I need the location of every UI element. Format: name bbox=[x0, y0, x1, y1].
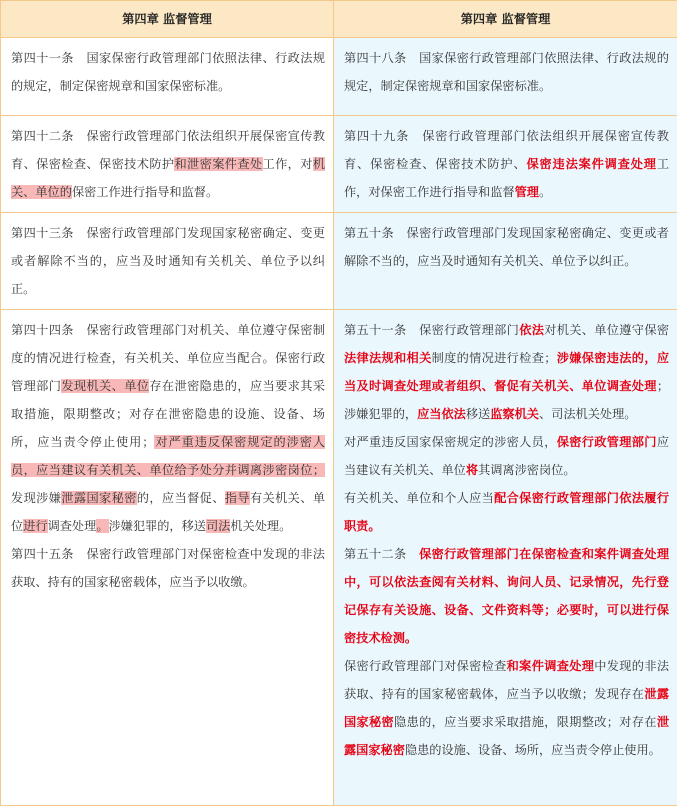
article-paragraph bbox=[11, 540, 325, 596]
article-text: 有关机关、单位和个人应当 bbox=[344, 491, 495, 505]
added-text: 保密行政管理部门 bbox=[556, 435, 657, 449]
article-text: 第四十五条 保密行政管理部门对保密检查中发现的非法获取、持有的国家秘密载体，应当予以收缴。 bbox=[11, 547, 325, 589]
article-text: 第五十条 保密行政管理部门发现国家秘密确定、变更或者解除不当的，应当及时通知有关机关、单位予以纠正。 bbox=[344, 226, 669, 268]
article-text: 第四十一条 国家保密行政管理部门依照法律、行政法规的规定，制定保密规章和国家保密标准。 bbox=[11, 51, 325, 93]
changed-text: 机关、单位的 bbox=[11, 157, 326, 199]
added-text: 泄露国家秘密 bbox=[344, 687, 670, 729]
header-row bbox=[1, 1, 677, 38]
article-text: 调查处理 bbox=[47, 519, 97, 533]
added-text: 依法 bbox=[519, 323, 545, 337]
article-text: 第四十八条 国家保密行政管理部门依照法律、行政法规的规定，制定保密规章和国家保密标准。 bbox=[344, 51, 669, 93]
changed-text: 泄露国家秘密 bbox=[61, 491, 137, 505]
article-text: 机关处理。 bbox=[230, 519, 292, 533]
added-text: 涉嫌保密违法的，应当及时调查处理或者组织、督促有关机关、单位调查处理 bbox=[344, 351, 670, 393]
old-article-cell bbox=[1, 213, 334, 310]
new-article-cell bbox=[334, 116, 677, 213]
table-row bbox=[1, 213, 677, 310]
article-text: 的，应当督促、 bbox=[136, 491, 225, 505]
old-article-cell bbox=[1, 310, 334, 806]
article-text: 。 bbox=[539, 185, 552, 199]
article-paragraph bbox=[11, 219, 325, 303]
article-text: 工作，对 bbox=[262, 157, 313, 171]
article-paragraph bbox=[344, 540, 669, 652]
article-text: 第五十一条 保密行政管理部门 bbox=[344, 323, 520, 337]
added-text: 法律法规和相关 bbox=[344, 351, 432, 365]
article-text: 第四十四条 保密行政管理部门对机关、单位遵守保密制度的情况进行检查，有关机关、单位应当配合。保密行政管理部门 bbox=[11, 323, 325, 393]
added-text: 管理 bbox=[514, 185, 539, 199]
changed-text: 指导 bbox=[224, 491, 250, 505]
article-paragraph bbox=[344, 44, 669, 100]
article-text: 应当建议有关机关、单位 bbox=[344, 435, 670, 477]
added-text: 应当依法 bbox=[417, 407, 466, 421]
right-chapter-heading: 第四章 监督管理 bbox=[334, 1, 677, 38]
article-text: 存在泄密隐患的，应当要求其采取措施，限期整改；对存在泄密隐患的设施、设备、场所，应当责令停止使用； bbox=[11, 379, 326, 449]
old-article-cell bbox=[1, 116, 334, 213]
old-article-cell bbox=[1, 38, 334, 116]
changed-text: 。 bbox=[96, 519, 109, 533]
article-text: 隐患的设施、设备、场所，应当责令停止使用。 bbox=[404, 743, 661, 757]
article-text: 其调离涉密岗位。 bbox=[478, 463, 576, 477]
article-paragraph bbox=[11, 122, 325, 206]
article-paragraph bbox=[344, 428, 669, 484]
article-text: 发现涉嫌 bbox=[11, 491, 62, 505]
added-text: 保密违法案件调查处理 bbox=[526, 157, 657, 171]
changed-text: 对严重违反保密规定的涉密人员，应当建议有关机关、单位给予处分并调离涉密岗位； bbox=[11, 435, 326, 477]
article-text: 有关机关、单位 bbox=[11, 491, 326, 533]
article-text: 第四十三条 保密行政管理部门发现国家秘密确定、变更或者解除不当的，应当及时通知有关机关、单位予以纠正。 bbox=[11, 226, 325, 296]
article-text: 第四十九条 保密行政管理部门依法组织开展保密宣传教育、保密检查、保密技术防护、 bbox=[344, 129, 669, 171]
added-text: 和案件调查处理 bbox=[506, 659, 595, 673]
left-chapter-heading: 第四章 监督管理 bbox=[1, 1, 334, 38]
article-paragraph bbox=[344, 484, 669, 540]
added-text: 将 bbox=[465, 463, 479, 477]
changed-text: 和泄密案件查处 bbox=[174, 157, 263, 171]
added-text: 泄露国家秘密 bbox=[344, 715, 670, 757]
table-row bbox=[1, 310, 677, 806]
article-text: 第四十二条 保密行政管理部门依法组织开展保密宣传教育、保密检查、保密技术防护 bbox=[11, 129, 325, 171]
article-paragraph bbox=[344, 219, 669, 275]
article-text: 对机关、单位遵守保密 bbox=[544, 323, 670, 337]
changed-text: 进行 bbox=[23, 519, 48, 533]
added-text: 监察机关 bbox=[490, 407, 539, 421]
article-text: 、司法机关处理。 bbox=[539, 407, 637, 421]
changed-text: 发现机关、单位 bbox=[61, 379, 150, 393]
article-text: 第五十二条 bbox=[344, 547, 420, 561]
article-text: 涉嫌犯罪的，移送 bbox=[108, 519, 206, 533]
article-text: ；涉嫌犯罪的， bbox=[344, 379, 669, 421]
article-paragraph bbox=[11, 44, 325, 100]
article-paragraph bbox=[344, 122, 669, 206]
table-row bbox=[1, 116, 677, 213]
article-text: 保密行政管理部门对保密检查 bbox=[344, 659, 507, 673]
added-text: 保密行政管理部门在保密检查和案件调查处理中，可以依法查阅有关材料、询问人员、记录情况，先行登记保存有关设施、设备、文件资料等；必要时，可以进行保密技术检测。 bbox=[344, 547, 670, 645]
article-paragraph bbox=[344, 316, 669, 428]
article-text: 保密工作进行指导和监督。 bbox=[71, 185, 219, 199]
new-article-cell bbox=[334, 38, 677, 116]
changed-text: 司法 bbox=[206, 519, 231, 533]
table-row bbox=[1, 38, 677, 116]
article-paragraph bbox=[344, 652, 669, 764]
article-text: 制度的情况进行检查； bbox=[431, 351, 557, 365]
article-text: 对严重违反国家保密规定的涉密人员， bbox=[344, 435, 557, 449]
article-text: 移送 bbox=[465, 407, 491, 421]
new-article-cell bbox=[334, 213, 677, 310]
article-text: 隐患的，应当要求采取措施，限期整改；对存在 bbox=[394, 715, 657, 729]
article-paragraph bbox=[11, 316, 325, 540]
article-text: 工作，对保密工作进行指导和监督 bbox=[344, 157, 670, 199]
article-text: 中发现的非法获取、持有的国家秘密载体，应当予以收缴；发现存在 bbox=[344, 659, 670, 701]
added-text: 配合保密行政管理部门依法履行职责。 bbox=[344, 491, 670, 533]
new-article-cell bbox=[334, 310, 677, 806]
